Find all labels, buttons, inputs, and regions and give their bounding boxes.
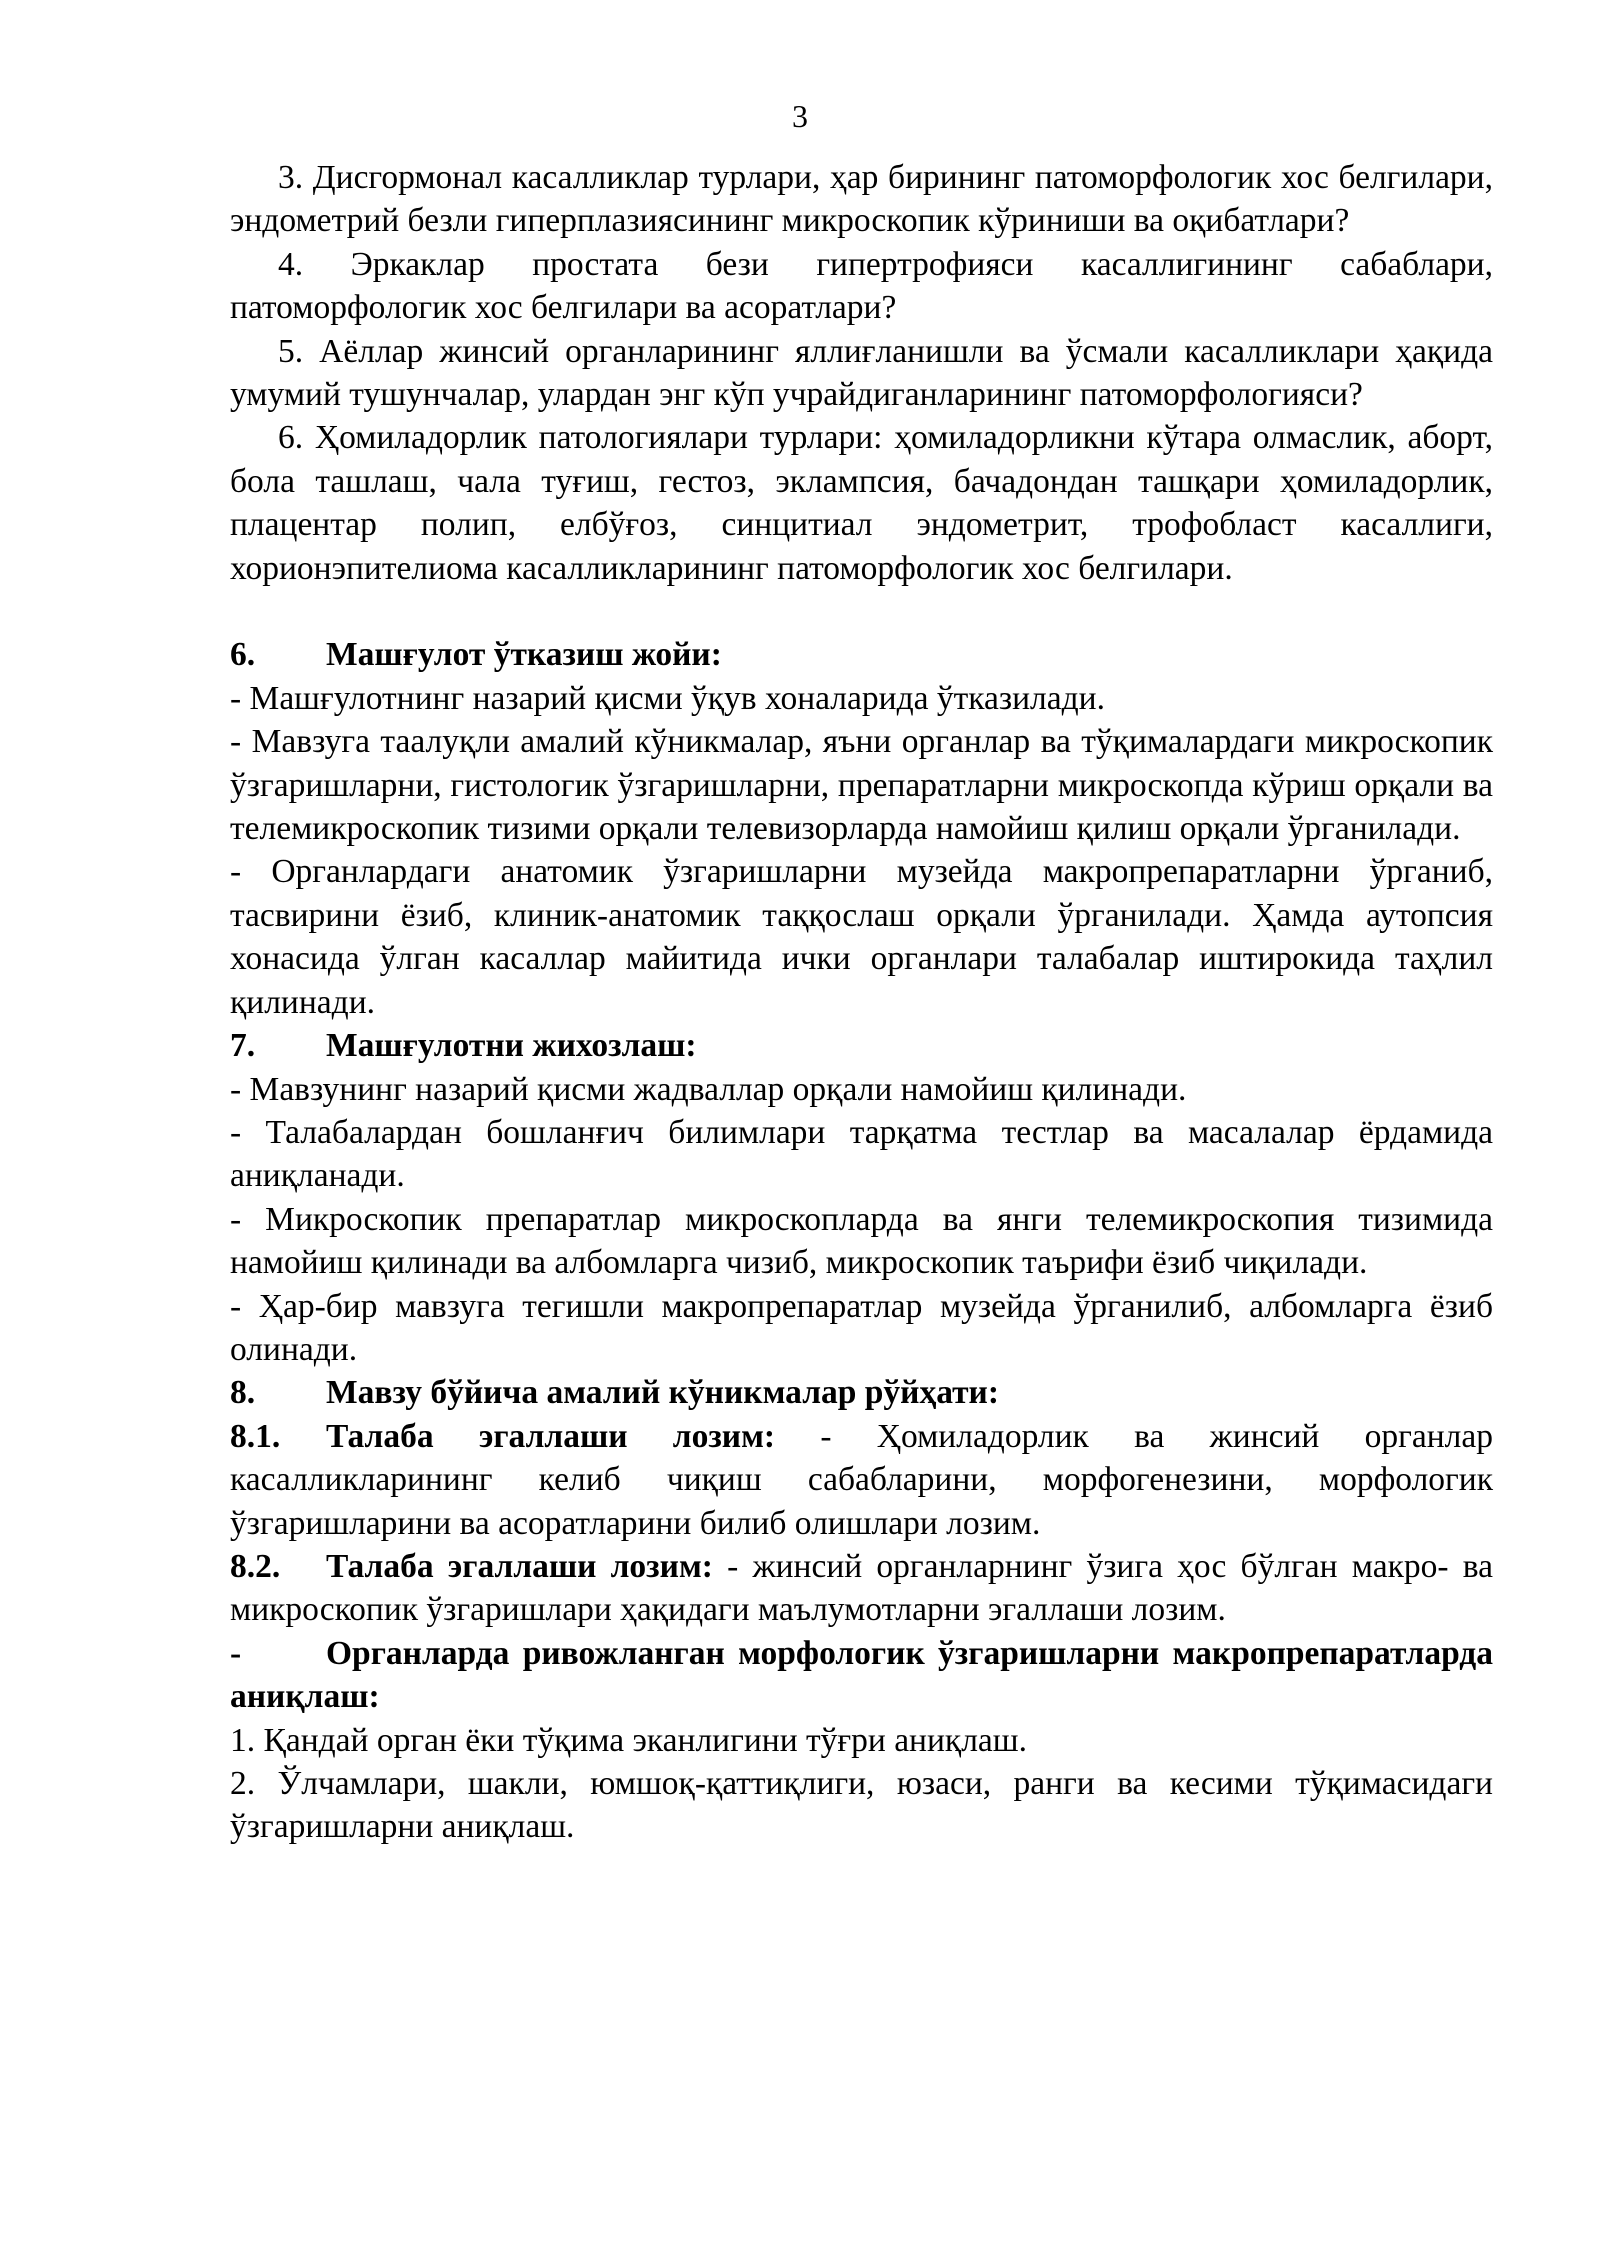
section-7-item-3: - Микроскопик препаратлар микроскопларда ва янги телемикроскопия тизимида намойиш қилинади ва албомларга чизиб, микроскопик таърифи ёзиб чиқилади. xyxy=(230,1200,1493,1282)
blank-line xyxy=(230,590,1493,633)
question-4: 4. Эркаклар простата бези гипертрофияси касаллигининг сабаблари, патоморфологик хос белгилари ва асоратлари? xyxy=(230,245,1493,327)
section-8-list-item-2: 2. Ўлчамлари, шакли, юмшоқ-қаттиқлиги, юзаси, ранги ва кесими тўқимасидаги ўзгаришларни аниқлаш. xyxy=(230,1765,1493,1846)
section-6-number: 6. xyxy=(230,636,256,674)
section-6-heading xyxy=(230,633,1493,676)
page-number: 3 xyxy=(792,98,808,134)
section-8-title: Мавзу бўйича амалий кўникмалар рўйҳати: xyxy=(326,1374,999,1412)
document-body xyxy=(230,156,1493,1849)
section-6-item-3: - Органлардаги анатомик ўзгаришларни музейда макропрепаратларни ўрганиб, тасвирини ёзиб, клиник-анатомик таққослаш орқали ўрганилади. Ҳамда аутопсия хонасида ўлган касаллар майитида ички органлари талабалар иштирокида таҳлил қилинади. xyxy=(230,853,1493,1021)
section-8-1-text: - Ҳомиладорлик ва жинсий органлар касалликларининг келиб чиқиш сабабларини, морфогенезини, морфологик ўзгаришларини ва асоратларини билиб олишлари лозим. xyxy=(230,1417,1493,1542)
section-8-1-number: 8.1. xyxy=(230,1417,281,1455)
section-8-subheading-text: Органларда ривожланган морфологик ўзгаришларни макропрепаратларда аниқлаш: xyxy=(230,1634,1493,1716)
section-8-heading xyxy=(230,1371,1493,1414)
section-8-2-label: Талаба эгаллаши лозим: xyxy=(326,1547,713,1585)
section-8-subheading-dash: - xyxy=(230,1634,242,1672)
section-7-title: Машғулотни жихозлаш: xyxy=(326,1027,697,1065)
section-7-number: 7. xyxy=(230,1027,256,1065)
section-8-subheading xyxy=(230,1632,1493,1719)
question-5: 5. Аёллар жинсий органларининг яллиғланишли ва ўсмали касалликлари ҳақида умумий тушунчалар, улардан энг кўп учрайдиганларининг патоморфологияси? xyxy=(230,332,1493,414)
section-8-list-item-1: 1. Қандай орган ёки тўқима эканлигини тўғри аниқлаш. xyxy=(230,1721,1027,1759)
section-8-1-label: Талаба эгаллаши лозим: xyxy=(326,1417,776,1455)
section-7-item-4: - Ҳар-бир мавзуга тегишли макропрепаратлар музейда ўрганилиб, албомларга ёзиб олинади. xyxy=(230,1287,1493,1368)
section-6-title: Машғулот ўтказиш жойи: xyxy=(326,636,722,674)
question-3: 3. Дисгормонал касалликлар турлари, ҳар бирининг патоморфологик хос белгилари, эндометрий безли гиперплазиясининг микроскопик кўриниши ва оқибатлари? xyxy=(230,159,1493,240)
section-7-heading xyxy=(230,1024,1493,1067)
section-8-number: 8. xyxy=(230,1374,256,1412)
section-7-item-2: - Талабалардан бошланғич билимлари тарқатма тестлар ва масалалар ёрдамида аниқланади. xyxy=(230,1113,1493,1195)
section-6-item-1: - Машғулотнинг назарий қисми ўқув хоналарида ўтказилади. xyxy=(230,679,1105,717)
section-7-item-1: - Мавзунинг назарий қисми жадваллар орқали намойиш қилинади. xyxy=(230,1070,1187,1108)
question-6: 6. Ҳомиладорлик патологиялари турлари: ҳомиладорликни кўтара олмаслик, аборт, бола ташлаш, чала туғиш, гестоз, эклампсия, бачадондан ташқари ҳомиладорлик, плацентар полип, елбўғоз, синцитиал эндометрит, трофобласт касаллиги, хорионэпителиома касалликларининг патоморфологик хос белгилари. xyxy=(230,419,1493,587)
section-8-2-text: - жинсий органларнинг ўзига ҳос бўлган макро- ва микроскопик ўзгаришлари ҳақидаги маълумотларни эгаллаши лозим. xyxy=(230,1547,1493,1629)
section-8-2-number: 8.2. xyxy=(230,1547,281,1585)
section-8-2 xyxy=(230,1545,1493,1632)
section-8-1 xyxy=(230,1415,1493,1545)
section-6-item-2: - Мавзуга таалуқли амалий кўникмалар, яъни органлар ва тўқималардаги микроскопик ўзгаришларни, гистологик ўзгаришларни, препаратларни микроскопда кўриш орқали ва телемикроскопик тизими орқали телевизорларда намойиш қилиш орқали ўрганилади. xyxy=(230,723,1493,848)
